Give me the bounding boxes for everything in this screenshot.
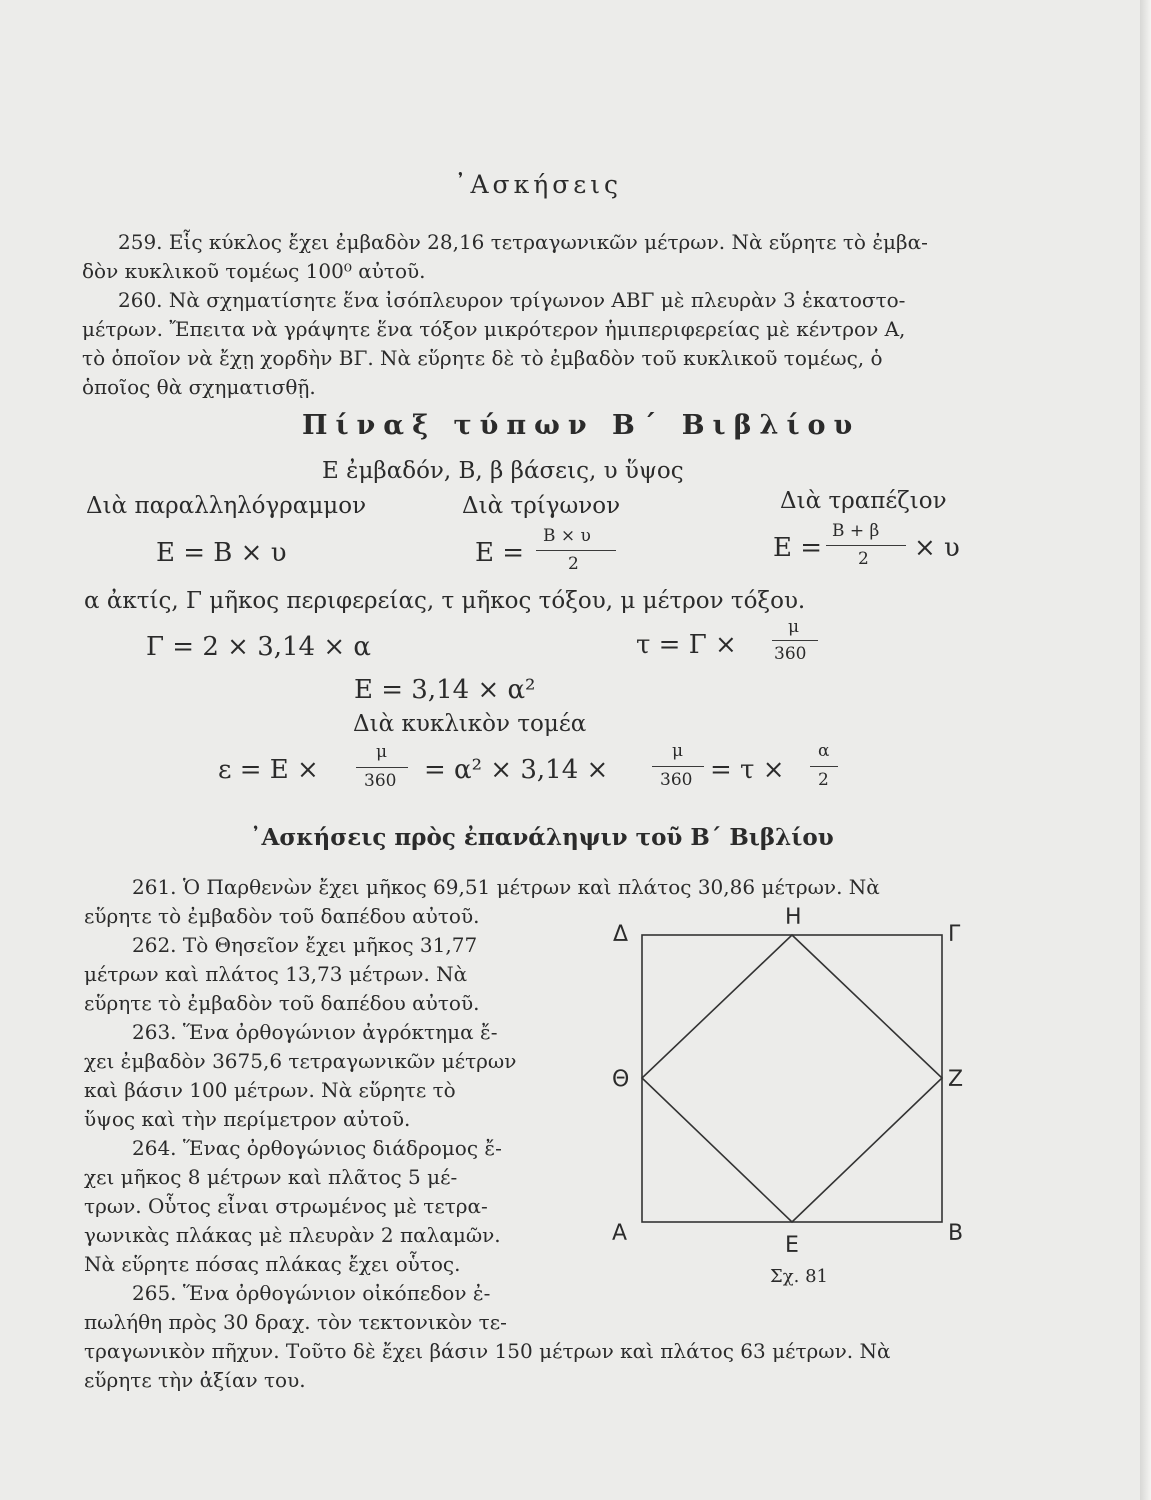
vertex-label-eta: Η [785,905,802,930]
arc-formula-lhs: τ = Γ × [636,630,737,660]
exercise-261-line-2: εὕρητε τὸ ἐμβαδὸν τοῦ δαπέδου αὐτοῦ. [84,904,480,928]
exercise-263-line-3: καὶ βάσιν 100 μέτρων. Νὰ εὕρητε τὸ [84,1078,456,1102]
trapezoid-label: Διὰ τραπέζιον [780,488,947,514]
exercise-264-line-3: τρων. Οὗτος εἶναι στρωμένος μὲ τετρα- [84,1194,488,1218]
exercise-263-line-1: 263. Ἕνα ὀρθογώνιον ἀγρόκτημα ἔ- [132,1020,498,1044]
trapezoid-formula-rhs: × υ [914,533,960,563]
exercise-262-line-3: εὕρητε τὸ ἐμβαδὸν τοῦ δαπέδου αὐτοῦ. [84,991,480,1015]
sector-numerator-2: μ [672,741,684,761]
parallelogram-label: Διὰ παραλληλόγραμμον [86,493,367,519]
vertex-label-zeta: Ζ [948,1067,964,1092]
sector-numerator-3: α [818,741,830,761]
exercise-259-line-2: δὸν κυκλικοῦ τομέως 100⁰ αὐτοῦ. [82,259,426,283]
arc-fraction-bar [772,640,818,641]
exercise-264-line-5: Νὰ εὕρητε πόσας πλάκας ἔχει οὗτος. [84,1252,461,1276]
exercise-265-line-2: πωλήθη πρὸς 30 δραχ. τὸν τεκτονικὸν τε- [84,1310,507,1334]
trapezoid-formula-numerator: Β + β [832,521,880,541]
circumference-formula: Γ = 2 × 3,14 × α [146,632,371,662]
exercise-260-line-1: 260. Νὰ σχηματίσητε ἕνα ἰσόπλευρον τρίγωνον ΑΒΓ μὲ πλευρὰν 3 ἑκατοστο- [118,288,906,312]
parallelogram-formula: Ε = Β × υ [156,538,287,568]
exercise-263-line-2: χει ἐμβαδὸν 3675,6 τετραγωνικῶν μέτρων [84,1049,517,1073]
sector-denominator-1: 360 [364,771,397,791]
arc-formula-numerator: μ [788,617,800,637]
vertex-label-theta: Θ [612,1067,630,1092]
exercise-265-line-4: εὕρητε τὴν ἀξίαν του. [84,1368,306,1392]
sector-label: Διὰ κυκλικὸν τομέα [353,711,587,737]
formula-table-heading: Πίναξ τύπων Β΄ Βιβλίου [302,410,861,441]
exercise-265-line-3: τραγωνικὸν πῆχυν. Τοῦτο δὲ ἔχει βάσιν 150 μέτρων καὶ πλάτος 63 μέτρων. Νὰ [84,1339,891,1363]
exercise-264-line-2: χει μῆκος 8 μέτρων καὶ πλᾶτος 5 μέ- [84,1165,458,1189]
figure-caption: Σχ. 81 [770,1266,828,1287]
exercise-259-line-1: 259. Εἷς κύκλος ἔχει ἐμβαδὸν 28,16 τετραγωνικῶν μέτρων. Νὰ εὕρητε τὸ ἐμβα- [118,230,928,254]
sector-formula-part-1: ε = Ε × [218,755,319,785]
exercise-262-line-2: μέτρων καὶ πλάτος 13,73 μέτρων. Νὰ [84,962,468,986]
review-heading: ᾿Ασκήσεις πρὸς ἐπανάληψιν τοῦ Β΄ Βιβλίου [250,824,834,851]
trapezoid-formula-denominator: 2 [858,549,869,569]
circle-area-formula: Ε = 3,14 × α² [354,675,536,705]
exercise-261-line-1: 261. Ὁ Παρθενὼν ἔχει μῆκος 69,51 μέτρων καὶ πλάτος 30,86 μέτρων. Νὰ [132,875,880,899]
exercise-265-line-1: 265. Ἕνα ὀρθογώνιον οἰκόπεδον ἐ- [132,1281,491,1305]
sector-fraction-bar-2 [652,766,704,767]
exercise-262-line-1: 262. Τὸ Θησεῖον ἔχει μῆκος 31,77 [132,933,478,957]
vertex-label-gamma: Γ [948,922,961,947]
triangle-formula-numerator: Β × υ [543,526,591,546]
formula-legend-1: Ε ἐμβαδόν, Β, β βάσεις, υ ὕψος [322,458,684,484]
sector-formula-part-3: = τ × [710,755,785,785]
exercise-264-line-4: γωνικὰς πλάκας μὲ πλευρὰν 2 παλαμῶν. [84,1223,501,1247]
sector-fraction-bar-3 [810,766,838,767]
exercise-260-line-2: μέτρων. Ἔπειτα νὰ γράψητε ἕνα τόξον μικρότερον ἡμιπεριφερείας μὲ κέντρον Α, [82,317,906,341]
arc-formula-denominator: 360 [774,644,807,664]
outer-square [642,935,942,1222]
sector-denominator-2: 360 [660,770,693,790]
exercise-260-line-3: τὸ ὁποῖον νὰ ἔχῃ χορδὴν ΒΓ. Νὰ εὕρητε δὲ τὸ ἐμβαδὸν τοῦ κυκλικοῦ τομέως, ὁ [82,346,883,370]
inner-rhombus [642,935,942,1222]
vertex-label-beta: Β [948,1221,964,1246]
sector-fraction-bar-1 [356,767,408,768]
sector-numerator-1: μ [376,742,388,762]
trapezoid-formula-lhs: Ε = [773,533,823,563]
triangle-fraction-bar [536,550,616,551]
vertex-label-delta-top: Δ [613,922,629,947]
sector-formula-part-2: = α² × 3,14 × [424,755,609,785]
formula-legend-2: α ἀκτίς, Γ μῆκος περιφερείας, τ μῆκος τόξου, μ μέτρον τόξου. [84,588,806,614]
vertex-label-alpha: Α [612,1221,628,1246]
page-title: ᾿Ασκήσεις [454,170,623,199]
triangle-label: Διὰ τρίγωνον [462,493,621,519]
trapezoid-fraction-bar [826,545,906,546]
exercise-260-line-4: ὁποῖος θὰ σχηματισθῇ. [82,375,316,399]
triangle-formula-lhs: Ε = [475,538,525,568]
exercise-263-line-4: ὕψος καὶ τὴν περίμετρον αὐτοῦ. [84,1107,411,1131]
page-edge [1140,0,1151,1500]
vertex-label-epsilon: Ε [785,1233,799,1258]
sector-denominator-3: 2 [818,770,829,790]
exercise-264-line-1: 264. Ἕνας ὀρθογώνιος διάδρομος ἔ- [132,1136,502,1160]
triangle-formula-denominator: 2 [568,554,579,574]
